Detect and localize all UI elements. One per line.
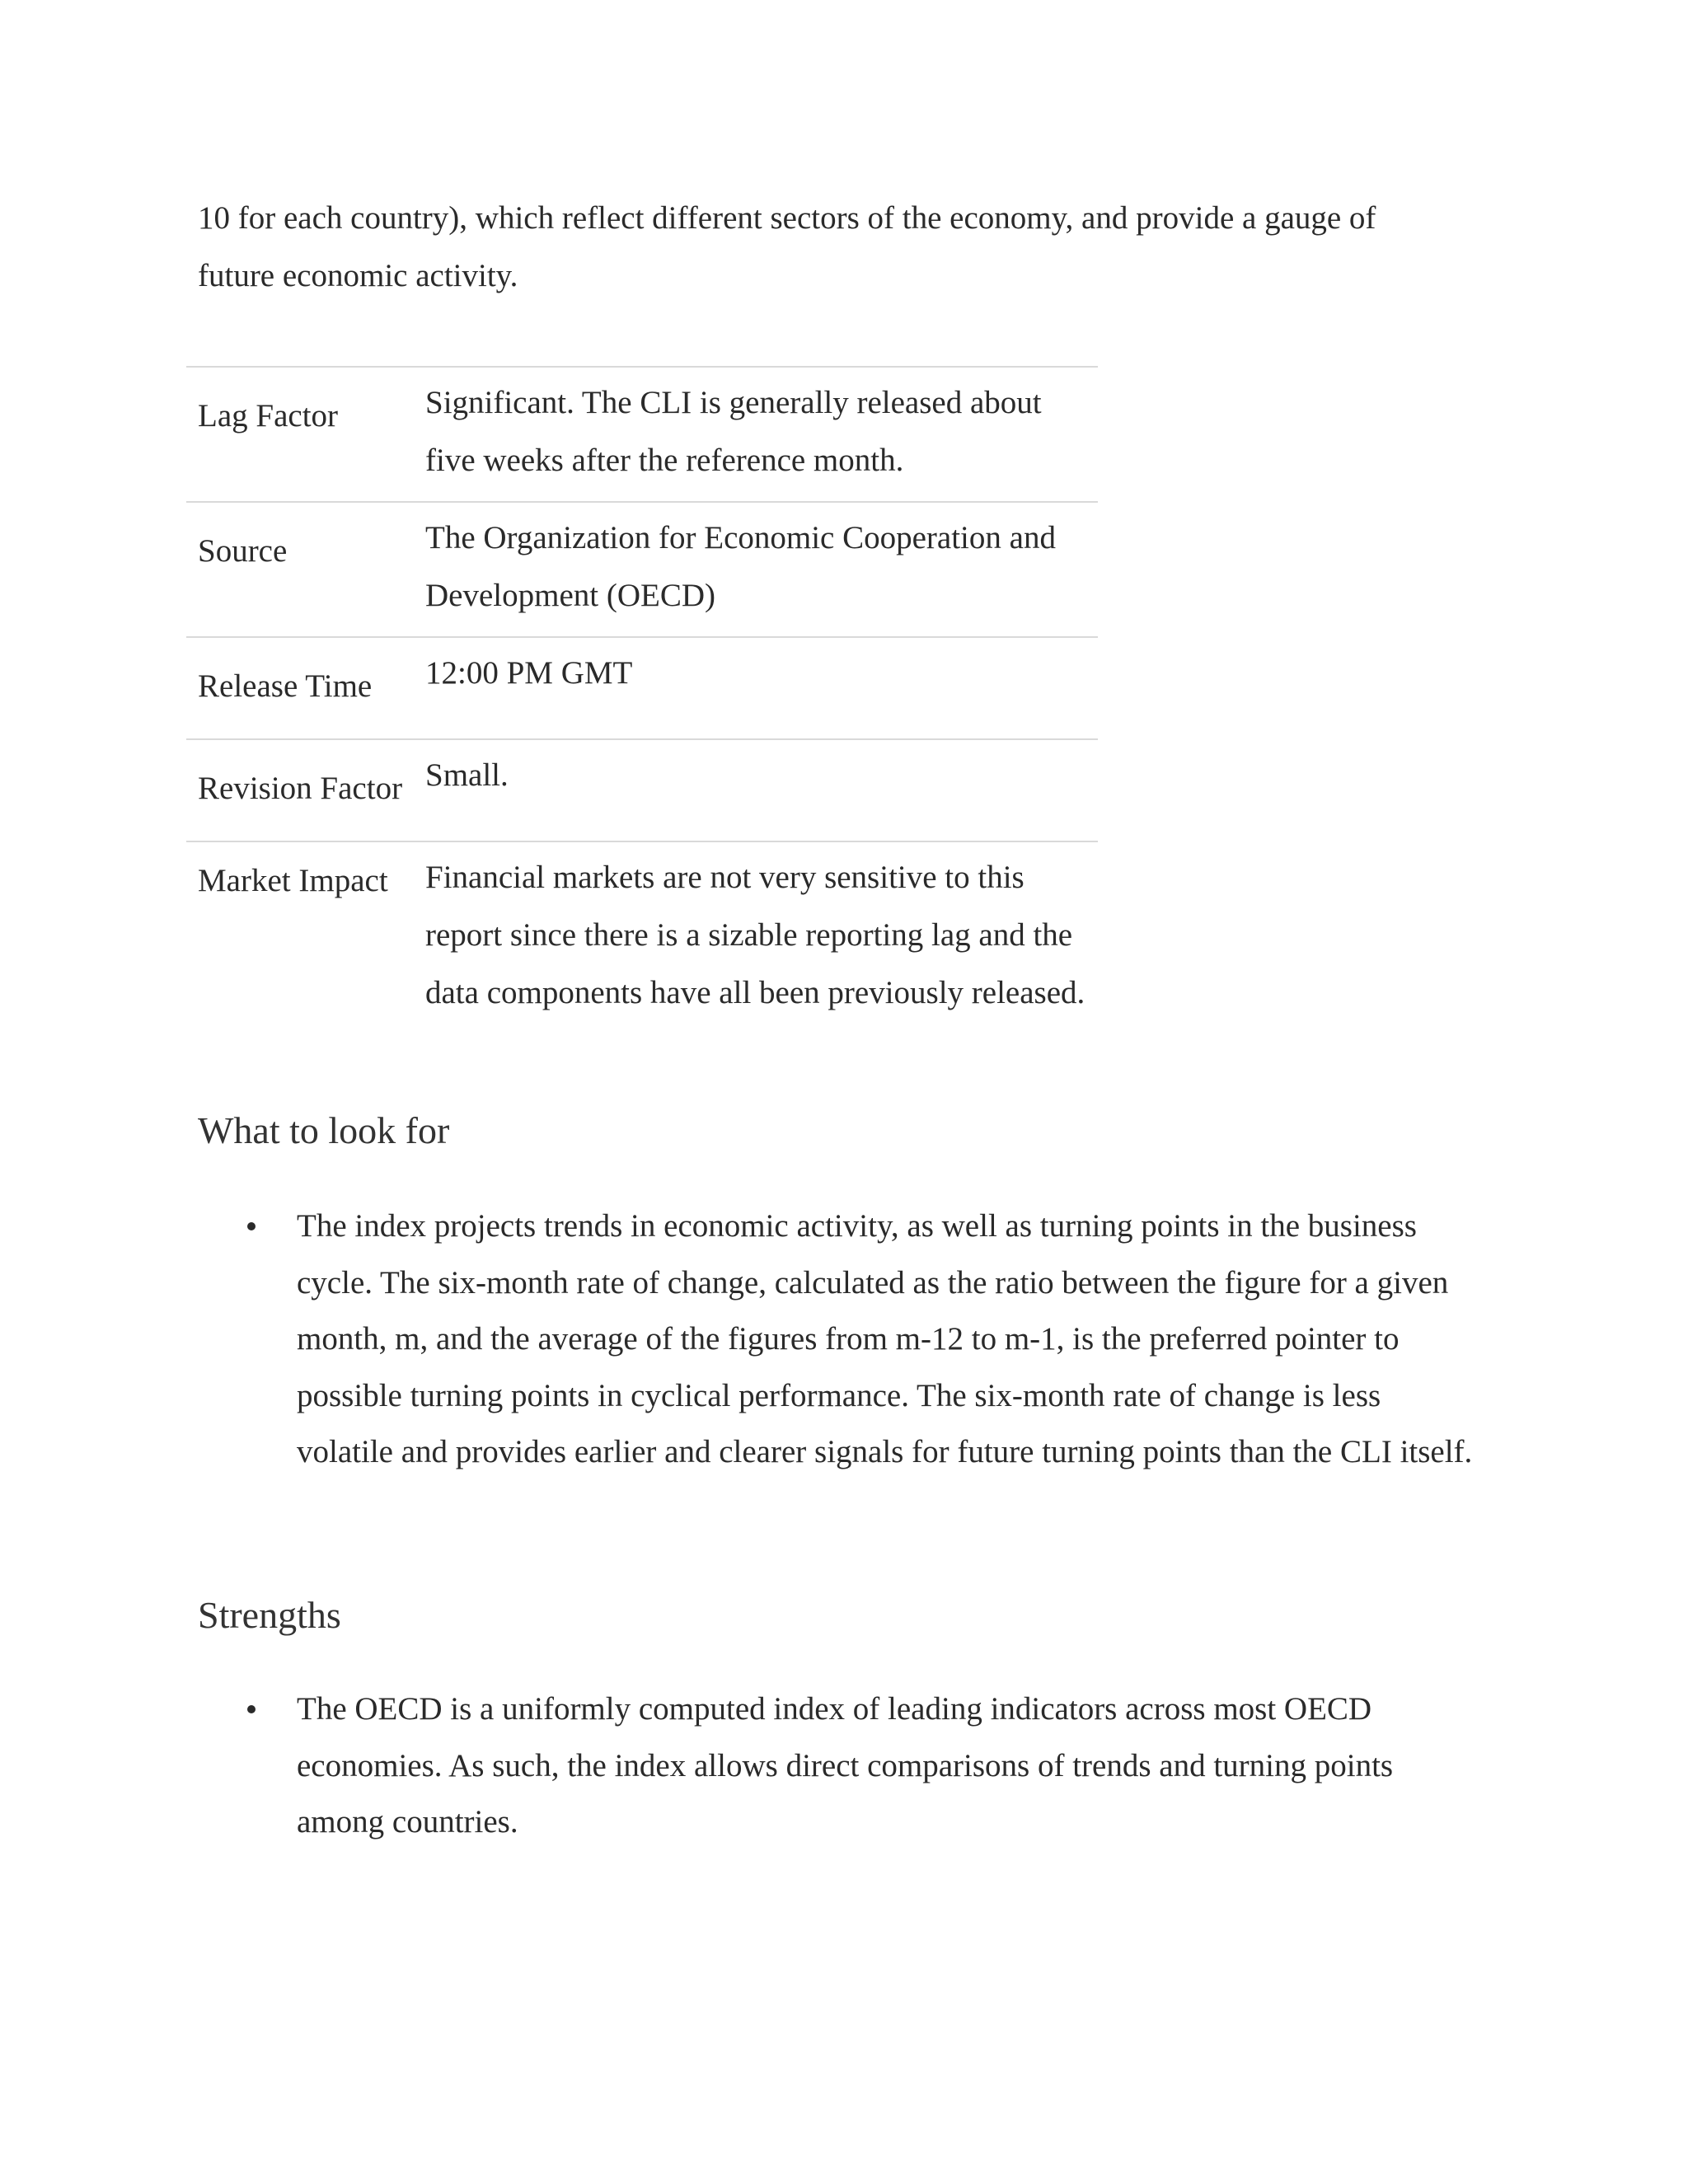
intro-paragraph: 10 for each country), which reflect different sectors of the economy, and provide a gauge of future economic activity. bbox=[198, 200, 1376, 293]
table-row-market-impact bbox=[186, 841, 1098, 1033]
what-to-look-for-list bbox=[198, 1198, 1484, 1481]
row-value: 12:00 PM GMT bbox=[425, 655, 633, 691]
table-row-revision-factor bbox=[186, 739, 1098, 841]
table-row-source bbox=[186, 502, 1098, 637]
table-row-release-time bbox=[186, 637, 1098, 739]
row-value: Financial markets are not very sensitive to this report since there is a sizable reporting lag and the data components have all been previously released. bbox=[425, 860, 1085, 1010]
list-item-text: The OECD is a uniformly computed index of leading indicators across most OECD economies. As such, the index allows direct comparisons of trends and turning points among countries. bbox=[297, 1691, 1394, 1840]
row-label-text: Revision Factor bbox=[198, 771, 403, 806]
row-value: The Organization for Economic Cooperation and Development (OECD) bbox=[425, 520, 1056, 613]
section-heading-strengths: Strengths bbox=[198, 1594, 341, 1636]
list-item bbox=[198, 1198, 1484, 1481]
row-label bbox=[186, 637, 425, 739]
strengths-list bbox=[198, 1681, 1484, 1851]
row-label-text: Release Time bbox=[198, 668, 373, 704]
section-heading-what-to-look-for: What to look for bbox=[198, 1109, 450, 1151]
row-label-text: Lag Factor bbox=[198, 398, 339, 434]
row-label-text: Source bbox=[198, 533, 288, 569]
row-label bbox=[186, 367, 425, 502]
list-item-text: The index projects trends in economic activity, as well as turning points in the business cycle. The six-month rate of change, calculated as the ratio between the figure for a given month, m, and the average of the figures from m-12 to m-1, is the preferred pointer to possible turning points in cyclical performance. The six-month rate of change is less volatile and provides earlier and clearer signals for future turning points than the CLI itself. bbox=[297, 1208, 1473, 1469]
row-label bbox=[186, 502, 425, 637]
row-value: Significant. The CLI is generally released about five weeks after the reference month. bbox=[425, 385, 1042, 478]
row-value: Small. bbox=[425, 757, 509, 793]
row-label bbox=[186, 739, 425, 841]
bullet-icon bbox=[247, 1705, 256, 1713]
table-row-lag-factor bbox=[186, 367, 1098, 502]
bullet-icon bbox=[247, 1222, 256, 1230]
row-label-text: Market Impact bbox=[198, 863, 388, 898]
indicator-info-table bbox=[186, 366, 1098, 1033]
list-item bbox=[198, 1681, 1484, 1851]
row-label bbox=[186, 841, 425, 1033]
